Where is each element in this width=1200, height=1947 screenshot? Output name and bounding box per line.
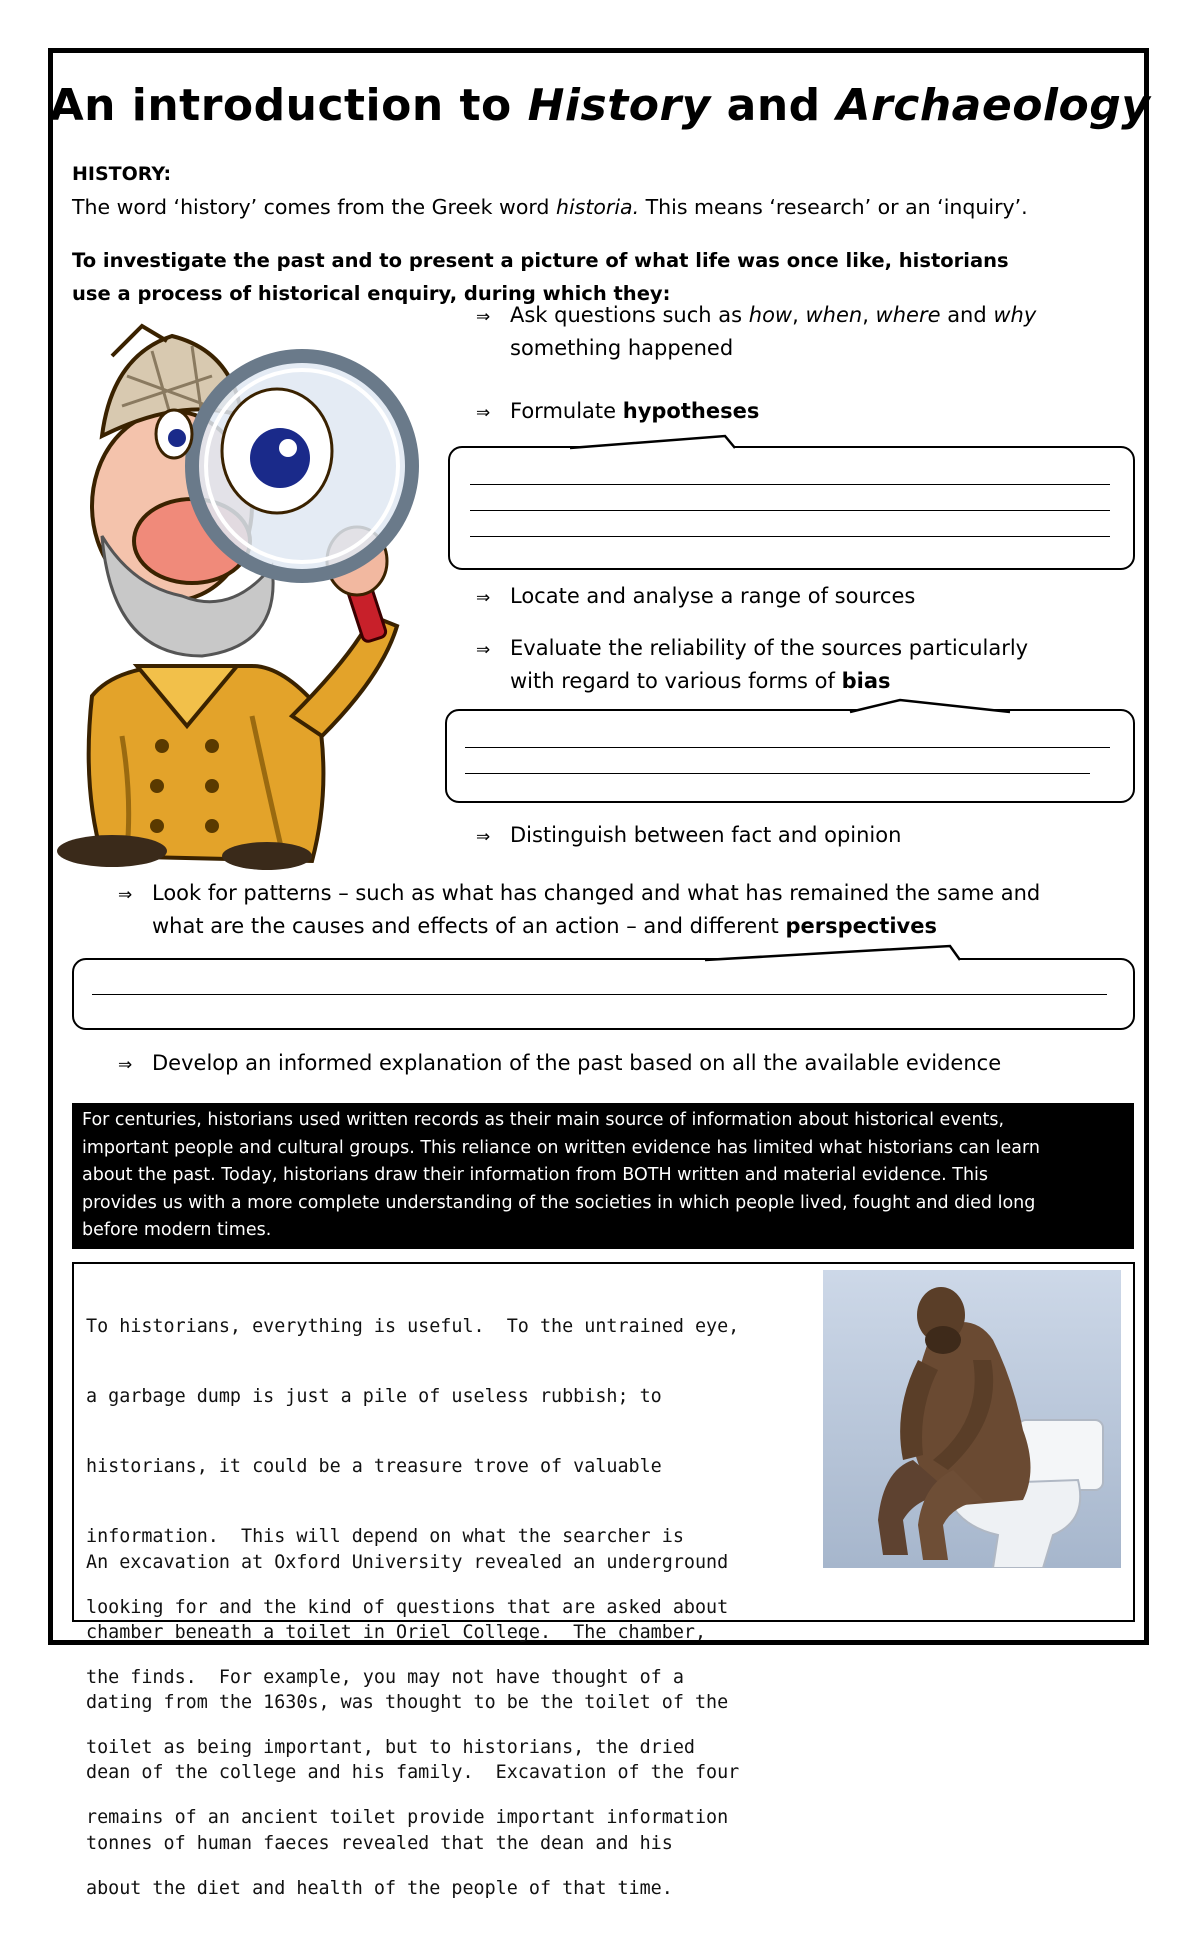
text-line: An excavation at Oxford University revealed an underground [86,1551,729,1573]
text-line: toilet as being important, but to historians, the dried [86,1737,695,1759]
word-why: why [993,303,1037,327]
detective-illustration [52,316,452,872]
box-pointer [840,692,1040,714]
info-line: For centuries, historians used written records as their main source of information about historical events, [82,1110,1005,1130]
bullet-evaluate [476,632,1028,667]
bullet-patterns [118,877,1040,912]
statue-on-toilet-image [823,1270,1121,1568]
bullet-text: Formulate [510,399,623,423]
toilet-paragraph-2 [86,1504,739,1902]
bullet-text: Develop an informed explanation of the past based on all the available evidence [152,1051,1002,1075]
arrow-icon: ⇒ [476,827,491,847]
bullet-ask-questions [476,299,1036,334]
hypotheses-answer-box[interactable] [448,446,1135,570]
text-line: a garbage dump is just a pile of useless rubbish; to [86,1386,662,1408]
definition-text: The word ‘history’ comes from the Greek word [72,195,556,219]
intro-line-2: use a process of historical enquiry, during which they: [72,282,671,305]
text-line: dean of the college and his family. Excavation of the four [86,1762,740,1784]
text-line: dating from the 1630s, was thought to be the toilet of the [86,1692,729,1714]
bullet-patterns-cont [152,910,937,943]
text-line: remains of an ancient toilet provide important information [86,1807,729,1829]
arrow-icon: ⇒ [476,588,491,608]
keyword-hypotheses: hypotheses [622,399,760,423]
historians-info-box [72,1103,1134,1249]
bullet-fact-opinion [476,819,901,854]
text-line: information. This will depend on what the searcher is [86,1526,684,1548]
bullet-ask-questions-cont: something happened [510,336,734,360]
info-line: provides us with a more complete understanding of the societies in which people lived, fought and died long [82,1192,1036,1213]
bias-answer-box[interactable] [445,709,1135,803]
text-line: looking for and the kind of questions that are asked about [86,1596,729,1618]
bullet-evaluate-cont [510,665,891,698]
keyword-perspectives: perspectives [785,914,937,938]
bullet-text: Evaluate the reliability of the sources particularly [510,636,1029,660]
arrow-icon: ⇒ [476,307,491,327]
title-history: History [527,80,711,131]
info-line: before modern times. [82,1220,272,1240]
title-text: An introduction to [49,80,528,131]
text-line: chamber beneath a toilet in Oriel College. The chamber, [86,1622,707,1644]
comma: , [862,303,876,327]
bullet-text: Locate and analyse a range of sources [510,584,916,608]
word-where: where [875,303,941,327]
intro-line-1: To investigate the past and to present a picture of what life was once like, historians [72,249,1009,272]
bullet-text: Ask questions such as [510,303,749,327]
text-line: tonnes of human faeces revealed that the dean and his [86,1832,673,1854]
word-when: when [805,303,863,327]
box-pointer [560,428,760,450]
word-how: how [748,303,793,327]
word-and: and [940,303,994,327]
box-pointer [700,940,970,962]
page-title [0,80,1200,131]
bullet-hypotheses [476,395,759,430]
text-line: about the diet and health of the people of that time. [86,1877,673,1899]
bullet-sources [476,580,915,615]
keyword-bias: bias [841,669,891,693]
bullet-text: what are the causes and effects of an action – and different [152,914,786,938]
bullet-text: Look for patterns – such as what has changed and what has remained the same and [152,881,1041,905]
history-definition [72,191,1028,224]
arrow-icon: ⇒ [118,885,133,905]
definition-meaning: This means ‘research’ or an ‘inquiry’. [639,195,1028,219]
history-heading: HISTORY: [72,163,172,185]
info-line: about the past. Today, historians draw their information from BOTH written and material evidence. This [82,1165,989,1185]
title-archaeology: Archaeology [836,80,1151,131]
bullet-text: with regard to various forms of [510,669,842,693]
text-line: To historians, everything is useful. To the untrained eye, [86,1315,740,1337]
bullet-text: Distinguish between fact and opinion [510,823,902,847]
perspectives-answer-box[interactable] [72,958,1135,1030]
bullet-explanation [118,1047,1001,1082]
comma: , [792,303,806,327]
definition-word: historia. [555,195,640,219]
info-line: important people and cultural groups. This reliance on written evidence has limited what historians can learn [82,1137,1040,1158]
arrow-icon: ⇒ [476,403,491,423]
arrow-icon: ⇒ [476,640,491,660]
text-line: the finds. For example, you may not have thought of a [86,1666,684,1688]
arrow-icon: ⇒ [118,1055,133,1075]
text-line: historians, it could be a treasure trove of valuable [86,1456,662,1478]
title-and: and [710,80,837,131]
